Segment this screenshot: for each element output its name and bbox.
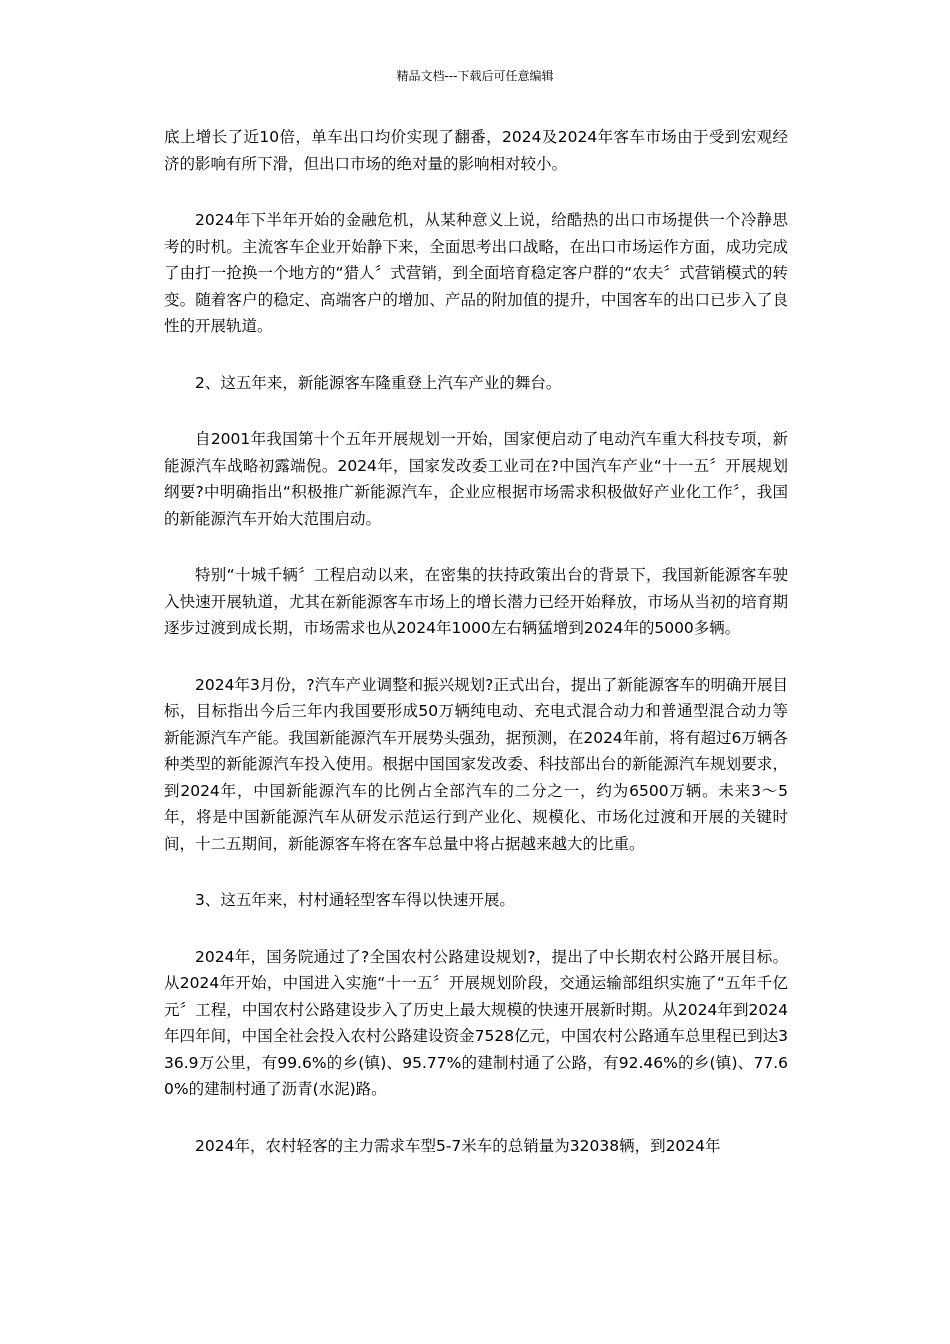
section-heading-2: 2、这五年来，新能源客车隆重登上汽车产业的舞台。 [195,373,562,392]
page-header: 精品文档---下载后可任意编辑 [396,69,554,83]
paragraph-2: 2024年下半年开始的金融危机，从某种意义上说，给酷热的出口市场提供一个冷静思考的时机。主流客车企业开始静下来，全面思考出口战略，在出口市场运作方面，成功完成了由打一抢换一个地方的“猎人〞式营销，到全面培育稳定客户群的“农夫〞式营销模式的转变。随着客户的稳定、高端客户的增加、产品的附加值的提升，中国客车的出口已步入了良性的开展轨道。 [164,211,788,335]
paragraph-4: 特别“十城千辆〞工程启动以来，在密集的扶持政策出台的背景下，我国新能源客车驶入快速开展轨道，尤其在新能源客车市场上的增长潜力已经开始释放，市场从当初的培育期逐步过渡到成长期，市场需求也从2024年1000左右辆猛增到2024年的5000多辆。 [164,566,788,637]
paragraph-7: 2024年，农村轻客的主力需求车型5-7米车的总销量为32038辆，到2024年 [195,1136,721,1155]
section-heading-3: 3、这五年来，村村通轻型客车得以快速开展。 [195,891,515,909]
paragraph-3: 自2001年我国第十个五年开展规划一开始，国家便启动了电动汽车重大科技专项，新能源汽车战略初露端倪。2024年，国家发改委工业司在?中国汽车产业“十一五〞开展规划纲要?中明确指出“积极推广新能源汽车，企业应根据市场需求积极做好产业化工作〞，我国的新能源汽车开始大范围启动。 [164,430,788,528]
document-body [164,124,788,1159]
paragraph-6: 2024年，国务院通过了?全国农村公路建设规划?，提出了中长期农村公路开展目标。从2024年开始，中国进入实施“十一五〞开展规划阶段，交通运输部组织实施了“五年千亿元〞工程，中国农村公路建设步入了历史上最大规模的快速开展新时期。从2024年到2024年四年间，中国全社会投入农村公路建设资金7528亿元，中国农村公路通车总里程已到达336.9万公里，有99.6%的乡(镇)、95.77%的建制村通了公路，有92.46%的乡(镇)、77.60%的建制村通了沥青(水泥)路。 [164,947,788,1098]
paragraph-5: 2024年3月份，?汽车产业调整和振兴规划?正式出台，提出了新能源客车的明确开展目标，目标指出今后三年内我国要形成50万辆纯电动、充电式混合动力和普通型混合动力等新能源汽车产能。我国新能源汽车开展势头强劲，据预测，在2024年前，将有超过6万辆各种类型的新能源汽车投入使用。根据中国国家发改委、科技部出台的新能源汽车规划要求，到2024年，中国新能源汽车的比例占全部汽车的二分之一，约为6500万辆。未来3～5年，将是中国新能源汽车从研发示范运行到产业化、规模化、市场化过渡和开展的关键时间，十二五期间，新能源客车将在客车总量中将占据越来越大的比重。 [164,675,788,853]
paragraph-1: 底上增长了近10倍，单车出口均价实现了翻番，2024及2024年客车市场由于受到宏观经济的影响有所下滑，但出口市场的绝对量的影响相对较小。 [164,128,788,173]
